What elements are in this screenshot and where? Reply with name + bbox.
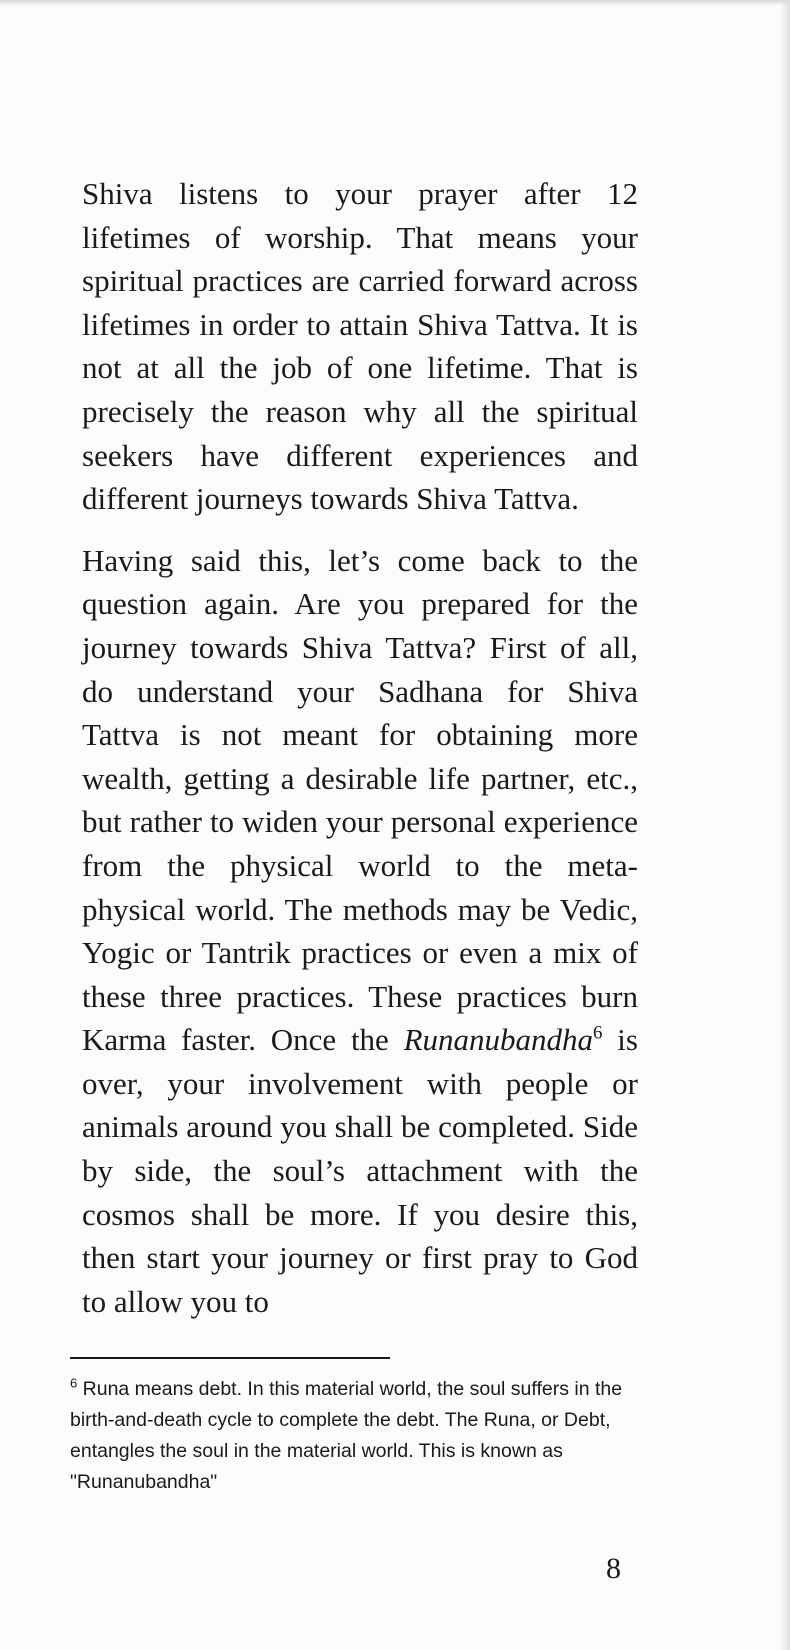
footnote-number: 6 [70, 1375, 78, 1391]
footnote-line [70, 1374, 636, 1498]
page-right-edge [780, 0, 790, 1650]
paragraph-2 [82, 539, 638, 1324]
paragraph-2-text-end: is over, your involvement with people or animals around you shall be completed. Side by side, the soul’s attachment with the cosmos shall be more. If you desire this, then start your journey or first pray to God to allow you to [82, 1022, 638, 1319]
footnote-text: Runa means debt. In this material world, the soul suffers in the birth-and-death cycle to complete the debt. The Runa, or Debt, entangles the soul in the material world. This is known as "Runanubandha" [70, 1378, 623, 1493]
page-top-edge [0, 0, 790, 6]
footnote-separator [70, 1357, 390, 1359]
footnote [70, 1374, 636, 1498]
term-runanubandha: Runanubandha [403, 1022, 594, 1058]
paragraph-1: Shiva listens to your prayer after 12 lifetimes of worship. That means your spiritual practices are carried forward across lifetimes in order to attain Shiva Tattva. It is not at all the job of one lifetime. That is precisely the reason why all the spiritual seekers have different experiences and different journeys towards Shiva Tattva. [82, 176, 638, 517]
footnote-reference: 6 [593, 1022, 603, 1044]
paragraph-2-text-start: Having said this, let’s come back to the question again. Are you prepared for the journey towards Shiva Tattva? First of all, do understand your Sadhana for Shiva Tattva is not meant for obtaining more wealth, getting a desirable life partner, etc., but rather to widen your personal experience from the physical world to the meta-physical world. The methods may be Vedic, Yogic or Tantrik practices or even a mix of these three practices. These practices burn Karma faster. Once the [82, 542, 638, 1058]
body-text [82, 172, 638, 1323]
page-number: 8 [606, 1552, 621, 1585]
